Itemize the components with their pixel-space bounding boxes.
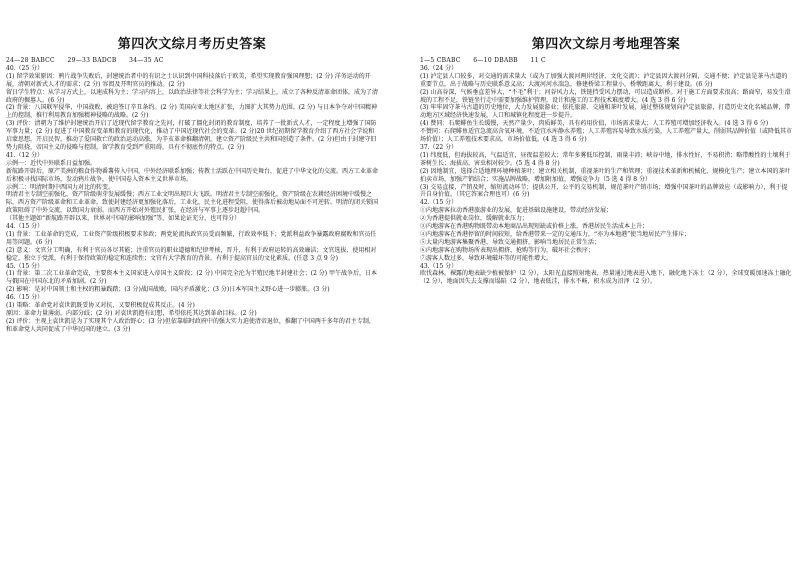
geography-answer-line: (4) 赞同：石爬鲱鱼生长缓慢，天然产量少，肉质鲜美，具有药用价值，市场需求量大；人工养殖可增加经济收入。(4 选 3 得 6 分) (420, 120, 769, 128)
history-answer-line: 41.（12 分） (6, 151, 44, 159)
geography-answer-line: 36.（24 分） (420, 64, 458, 72)
history-answer-line: 24—28 BABCC 29—33 BADCB 34—35 AC (6, 57, 164, 64)
history-answer-line: (1) 背景：第二次工业革命完成，主要资本主义国家进入帝国主义阶段；(2 分) 中国完全沦为半殖民地半封建社会；(2 分) 甲午战争后，日本与俄国在中国东北的矛盾加剧。(2 分) (6, 270, 378, 286)
history-answer-line: (3) 评价：清朝为了维护封建统治开启了近现代留学教育之先河，打破了僵化封闭的教育制度，培养了一批新式人才，一定程度上增强了国防军事力量；(2 分) 促进了中国教育变革和教育的现代化，推动了中国近现代社会的变革。(2 分)20 世纪初期留学教育介绍了西方社会学说和启蒙思想，开启民智，推动了爱国救亡的政治运动高涨，为辛亥革命推翻清朝，建立资产阶级民主共和国创造了条件。(2 分)但由于封建守旧势力阻挠，帝国主义的侵略与控制，留学教育受到严重阻碍，具有不彻底性的特点。(2 分) (6, 120, 377, 151)
geography-answer-line: ②为香港提供就业岗位，缓解就业压力； (420, 215, 529, 223)
geography-answer-line: ③内地游客在香港购物既带动本地商品出现短缺或价格上涨，香港居民生活成本上升； (420, 223, 649, 231)
history-answer-column (6, 0, 378, 561)
geography-answer-body (420, 57, 792, 286)
geography-answer-line: ⑦游客人数过多，导致环境破坏等的可能性增大。 (420, 254, 553, 262)
geography-answer-line: 不赞同：石爬鲱鱼适宜急流高含氧环境，不适宜水库静水养殖；人工养殖容易导致水质污染，人工养殖产量大，削弱其品牌价值（或降低其市场价值）；人工养殖技术要求高，市场价值低。(4 选 3 得 6 分) (420, 128, 792, 144)
geography-answer-line: (3) 牢牢固守茶马古道的历史地位，大力发展旅游业；依托旅游、交通和茶叶发展，通过整体规划向泸定县旅游，打造历史文化名城品牌，带动地方区域经济快速发展，人口和城镇化程度进一步提升。 (420, 104, 791, 120)
history-answer-line: 示例一：近代中外联系日益加强。 (6, 159, 97, 167)
geography-title: 第四次文综月考地理答案 (531, 37, 681, 52)
geography-answer-line: 欧伐森林，裸露的地表缺少植被保护（2 分），太阳光直接照射地表，热量通过地表进入地下，融化地下冻土（2 分），全球变暖加速冻土融化（2 分），地面因失去支撑而塌陷（2 分），地表低洼，排水不畅，积水成为沼泽（2 分）。 (420, 270, 792, 286)
history-answer-line: （其他主题如“新航路开辟以来，世界对中国的影响加强”等，如果论证充分，也可得分） (6, 215, 241, 223)
history-answer-line: 留日学生特点：从学习方式上，以速成科为主；学习内容上，以政治法律等社会科学为主；学习结果上，成立了各种反清革命团体，成为了清政府的掘墓人。(6 分) (6, 88, 378, 104)
history-answer-line: 明清君主专制空前强化，资产阶级萌芽发展缓慢；西方工业文明出现巨大飞跃。明清君主专制空前强化，资产阶级在农耕经济困境中缓慢之际，西方资产阶级革命和工业革命，致使封建经济更加强化落后，工业化，民主化进程受阻，使得落后被动地局面不可逆转。明清的闭关锁国政策阻碍了中外交流，以致国力衰弱。而西方开始对外殖民扩张，在经济与军事上逐步赶超中国。 (6, 191, 378, 215)
geography-answer-line: 37.（22 分） (420, 143, 458, 151)
history-answer-line: (2) 评价：主观上袁世凯是为了实现其个人政治野心；(3 分)但依靠临时政府中的强大实力迫使清帝退位，推翻了中国两千多年的君主专制，和革命党人共同促成了中华民国的建立。(3 分) (6, 317, 375, 333)
history-answer-line: 示例二：明清时期中西国力对比的转变。 (6, 183, 115, 191)
history-answer-line: 原因：革命力量薄弱，内部分歧；(2 分) 对袁世凯抱有幻想，希望依托其达到革命目标。(2 分) (6, 310, 257, 317)
history-answer-line: (1) 留学效果原因：鸦片战争失败后，封建统治者中的有识之士认识到中国科技落后于欧美，希望实现教育强国理想；(2 分) 洋务运动的开展，清朝对新式人才的需求；(2 分) 容闳及开明官员的推动。(2 分) (6, 72, 371, 88)
history-answer-line: 新航路开辟后，原产美洲的粮食作物番薯传入中国，中外经济联系加强；传教士活跃在中国历史舞台，促进了中华文化的交流。西方工业革命后积极寻找国际市场，发动鸦片战争，使中国卷入资本主义世界市场。 (6, 167, 378, 183)
history-answer-line: (2) 影响：是对中国领土和主权的粗暴践踏；(3 分)战国战败，国内矛盾激化；(3 分)日本军国主义野心进一步膨胀。(3 分) (6, 286, 330, 294)
history-answer-line: (1) 策略：革命党对袁世凯既妥协又对抗，又要积极促成其反正。(4 分) (6, 302, 195, 310)
geography-answer-line: ⑤大量内地游客集聚香港，导致交通拥挤，影响当地居民正常生活； (420, 238, 601, 246)
history-title: 第四次文综月考历史答案 (117, 37, 267, 52)
history-answer-line: 46.（15 分） (6, 294, 44, 302)
geography-answer-line: (2) 因地制宜，选择合适地理环境种植茶叶；建立相关机制，重视茶叶的生产和管理；重视技术革新和机械化、规模化生产；建立本国的茶叶拍卖市场，加强产销结合；实施品牌战略，增加附加值，增强竞争力（5 选 4 得 8 分） (420, 167, 791, 183)
geography-answer-line: 42.（15 分） (420, 199, 458, 207)
history-answer-line: 45.（15 分） (6, 262, 44, 270)
history-answer-line: (2) 意义：文官分工明确，有利于官员各尽其能；注重官员的职业道德和纪律考核，晋升，有利于政府运转的高效廉洁；文官选拔、使用相对稳定，独立于党派，有利于保持政策的稳定和连续性；文官有大学教育的背景，有利于提高官员的文化素质。(任意 3 点 9 分) (6, 246, 377, 262)
geography-answer-line: 1—5 CBABC 6—10 DBABB 11 C (420, 57, 546, 64)
history-answer-line: (1) 背景：工业革命的完成，工业资产阶级积极要求参政；两党轮流执政官员受而频繁，行政效率低下；党派利益政争暴露政府腐败和官员任用等问题。(6 分) (6, 230, 377, 246)
geography-answer-line: (1) 纬度低，但海拔较高，气温适宜，昼夜温差较大；常年多雾低压控制，雨量丰沛；峡谷中地，排水性好，不易积涝；略带酸性的土壤利于茶树生长；海拔高，害虫相对较少。(5 选 4 得 8 分) (420, 151, 791, 167)
geography-answer-line: (3) 交易直接，产销及时，缩短流动环节；提供公开、公平的交易机制，规范茶叶产销市场；增强中国茶叶的品牌效应（或影响力），利于提升自身价值。（其它答案合理也可）(6 分) (420, 183, 788, 199)
history-answer-line: 44.（15 分） (6, 223, 44, 231)
geography-answer-line: ④内地游客在香港停留的时间较短，给香港带来一定的交通压力，“亦为本地港”使当地居民产生排斥； (420, 230, 691, 238)
history-answer-line: 40.（25 分） (6, 64, 44, 72)
geography-answer-line: ①内地游客拉动香港旅游业的发展，促进基础设施建设，带动经济发展； (420, 207, 613, 215)
history-answer-body (6, 57, 378, 334)
geography-answer-line: (2) 山高谷深，气候垂直差异大，“不毛”利于；河谷风力大，铁链挡受风力摆动，可以造成断桥。对于施工方面要求很高；路面窄，易发生滑坡的工程不足，铁链坐行走中需要加强维护管理，设计和施工的工程技术难度增大。(4 选 3 得 6 分) (420, 88, 791, 104)
geography-answer-line: ⑥内地游客在购物场所表现出拥挤、抢购等行为，破坏社会秩序； (420, 246, 595, 254)
geography-answer-column (420, 0, 792, 561)
geography-answer-line: 43.（15 分） (420, 262, 458, 270)
history-answer-line: (2) 背景：八国联军侵华，中国战败，被迫签订辛丑条约。(2 分) 美国向亚太地区扩张，力图扩大其势力范围。(2 分) 与日本争夺对中国精神上的控制，推行利用教育加强精神侵略的战略。(2 分) (6, 104, 378, 120)
geography-answer-line: (1) 泸定县人口较多，对交通的需求量大（或为了加强大渡河两岸经济、文化交流）；泸定县因大渡河分隔，交通不便；泸定县是茶马古道的重要节点，出于战略与历史联系意义高；大渡河河水湍急，修建桥梁工程量小，桥墩距离大，利于建设。(6 分) (420, 72, 788, 88)
